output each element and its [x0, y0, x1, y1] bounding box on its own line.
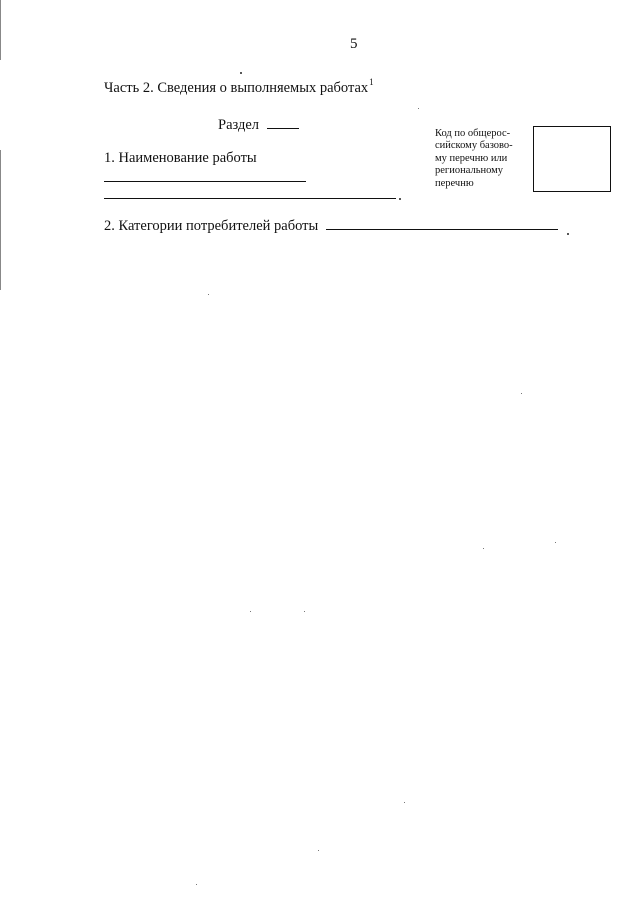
scan-speck	[418, 108, 419, 109]
page-number: 5	[350, 36, 358, 52]
code-label-line: региональному	[435, 165, 504, 177]
section-label: Раздел	[218, 117, 260, 133]
scan-speck	[404, 802, 405, 803]
part-title-text: Часть 2. Сведения о выполняемых работах	[104, 80, 369, 96]
part-title	[104, 77, 374, 97]
footnote-mark: 1	[369, 77, 374, 87]
scan-speck	[250, 611, 251, 612]
code-label	[435, 128, 535, 190]
margin-scan-mark	[0, 0, 1, 60]
consumers-field[interactable]	[326, 229, 558, 230]
scan-speck	[318, 850, 319, 851]
consumers-row	[104, 218, 558, 235]
code-label-line: сийскому базово-	[435, 140, 513, 152]
margin-scan-mark	[0, 150, 1, 290]
work-name-field-line-1[interactable]	[104, 181, 306, 182]
code-label-line: перечню	[435, 177, 474, 189]
line-end-dot	[567, 233, 569, 235]
section-row	[218, 117, 299, 134]
scan-speck	[208, 294, 209, 295]
scan-speck	[304, 611, 305, 612]
code-label-line: му перечню или	[435, 152, 508, 164]
scan-speck	[483, 548, 484, 549]
consumers-label: 2. Категории потребителей работы	[104, 218, 319, 234]
section-number-field[interactable]	[267, 128, 299, 129]
work-name-label: 1. Наименование работы	[104, 150, 257, 166]
work-name-field-line-2[interactable]	[104, 198, 396, 199]
scan-speck	[521, 393, 522, 394]
code-input-box[interactable]	[533, 126, 611, 192]
scan-speck	[240, 72, 242, 74]
line-end-dot	[399, 198, 401, 200]
code-label-line: Код по общерос-	[435, 128, 511, 139]
scan-speck	[196, 884, 197, 885]
scan-speck	[555, 542, 556, 543]
